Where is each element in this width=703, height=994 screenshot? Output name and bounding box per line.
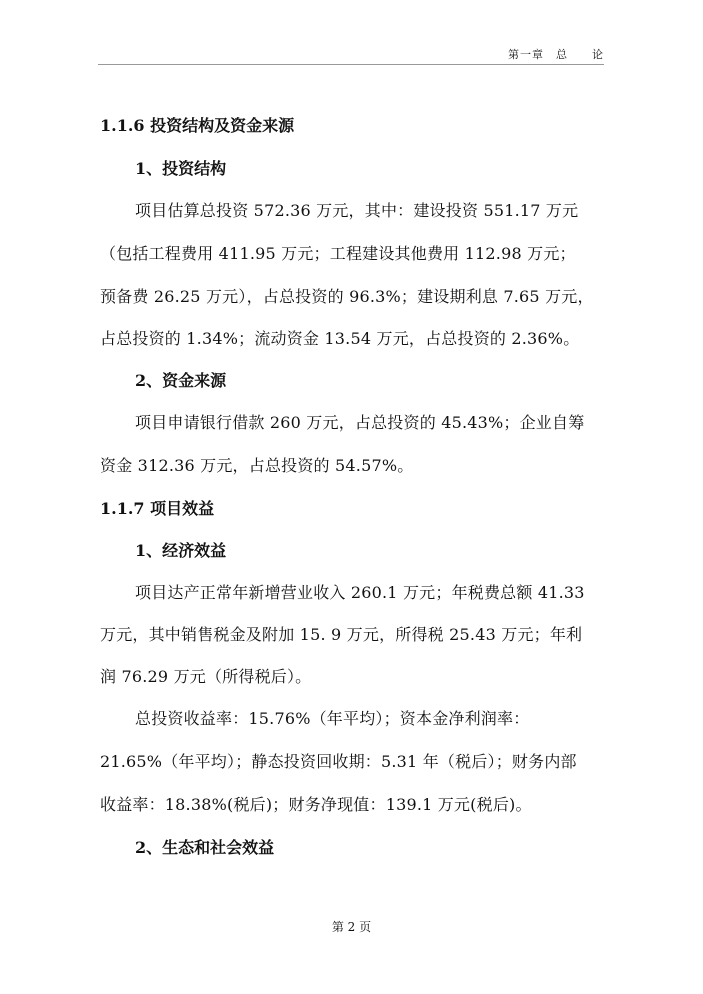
running-header	[98, 46, 604, 65]
paragraph-line: 项目申请银行借款 260 万元，占总投资的 45.43%；企业自筹	[135, 413, 585, 432]
chapter-title: 第一章 总 论	[508, 48, 604, 61]
section-heading-1-1-6: 1.1.6 投资结构及资金来源	[100, 116, 295, 135]
subheading-funding-source: 2、资金来源	[135, 371, 227, 390]
paragraph-line: （包括工程费用 411.95 万元；工程建设其他费用 112.98 万元；	[100, 244, 576, 263]
paragraph-line: 占总投资的 1.34%；流动资金 13.54 万元，占总投资的 2.36%。	[100, 329, 580, 348]
section-heading-1-1-7: 1.1.7 项目效益	[100, 499, 215, 518]
paragraph-line: 项目估算总投资 572.36 万元，其中：建设投资 551.17 万元	[135, 201, 579, 220]
paragraph-line: 万元，其中销售税金及附加 15. 9 万元，所得税 25.43 万元；年利	[100, 625, 583, 644]
subheading-ecological-social-benefit: 2、生态和社会效益	[135, 838, 275, 857]
page-number: 第 2 页	[331, 920, 372, 934]
paragraph-line: 项目达产正常年新增营业收入 260.1 万元；年税费总额 41.33	[135, 583, 585, 602]
paragraph-line: 总投资收益率：15.76%（年平均）；资本金净利润率：	[135, 709, 530, 728]
paragraph-line: 收益率：18.38%(税后)；财务净现值：139.1 万元(税后)。	[100, 795, 532, 814]
paragraph-line: 润 76.29 万元（所得税后）。	[100, 667, 312, 686]
paragraph-line: 资金 312.36 万元，占总投资的 54.57%。	[100, 456, 414, 475]
paragraph-line: 预备费 26.25 万元），占总投资的 96.3%；建设期利息 7.65 万元，	[100, 287, 594, 306]
subheading-economic-benefit: 1、经济效益	[135, 541, 227, 560]
subheading-investment-structure: 1、投资结构	[135, 159, 227, 178]
paragraph-line: 21.65%（年平均）；静态投资回收期：5.31 年（税后）；财务内部	[100, 752, 577, 771]
